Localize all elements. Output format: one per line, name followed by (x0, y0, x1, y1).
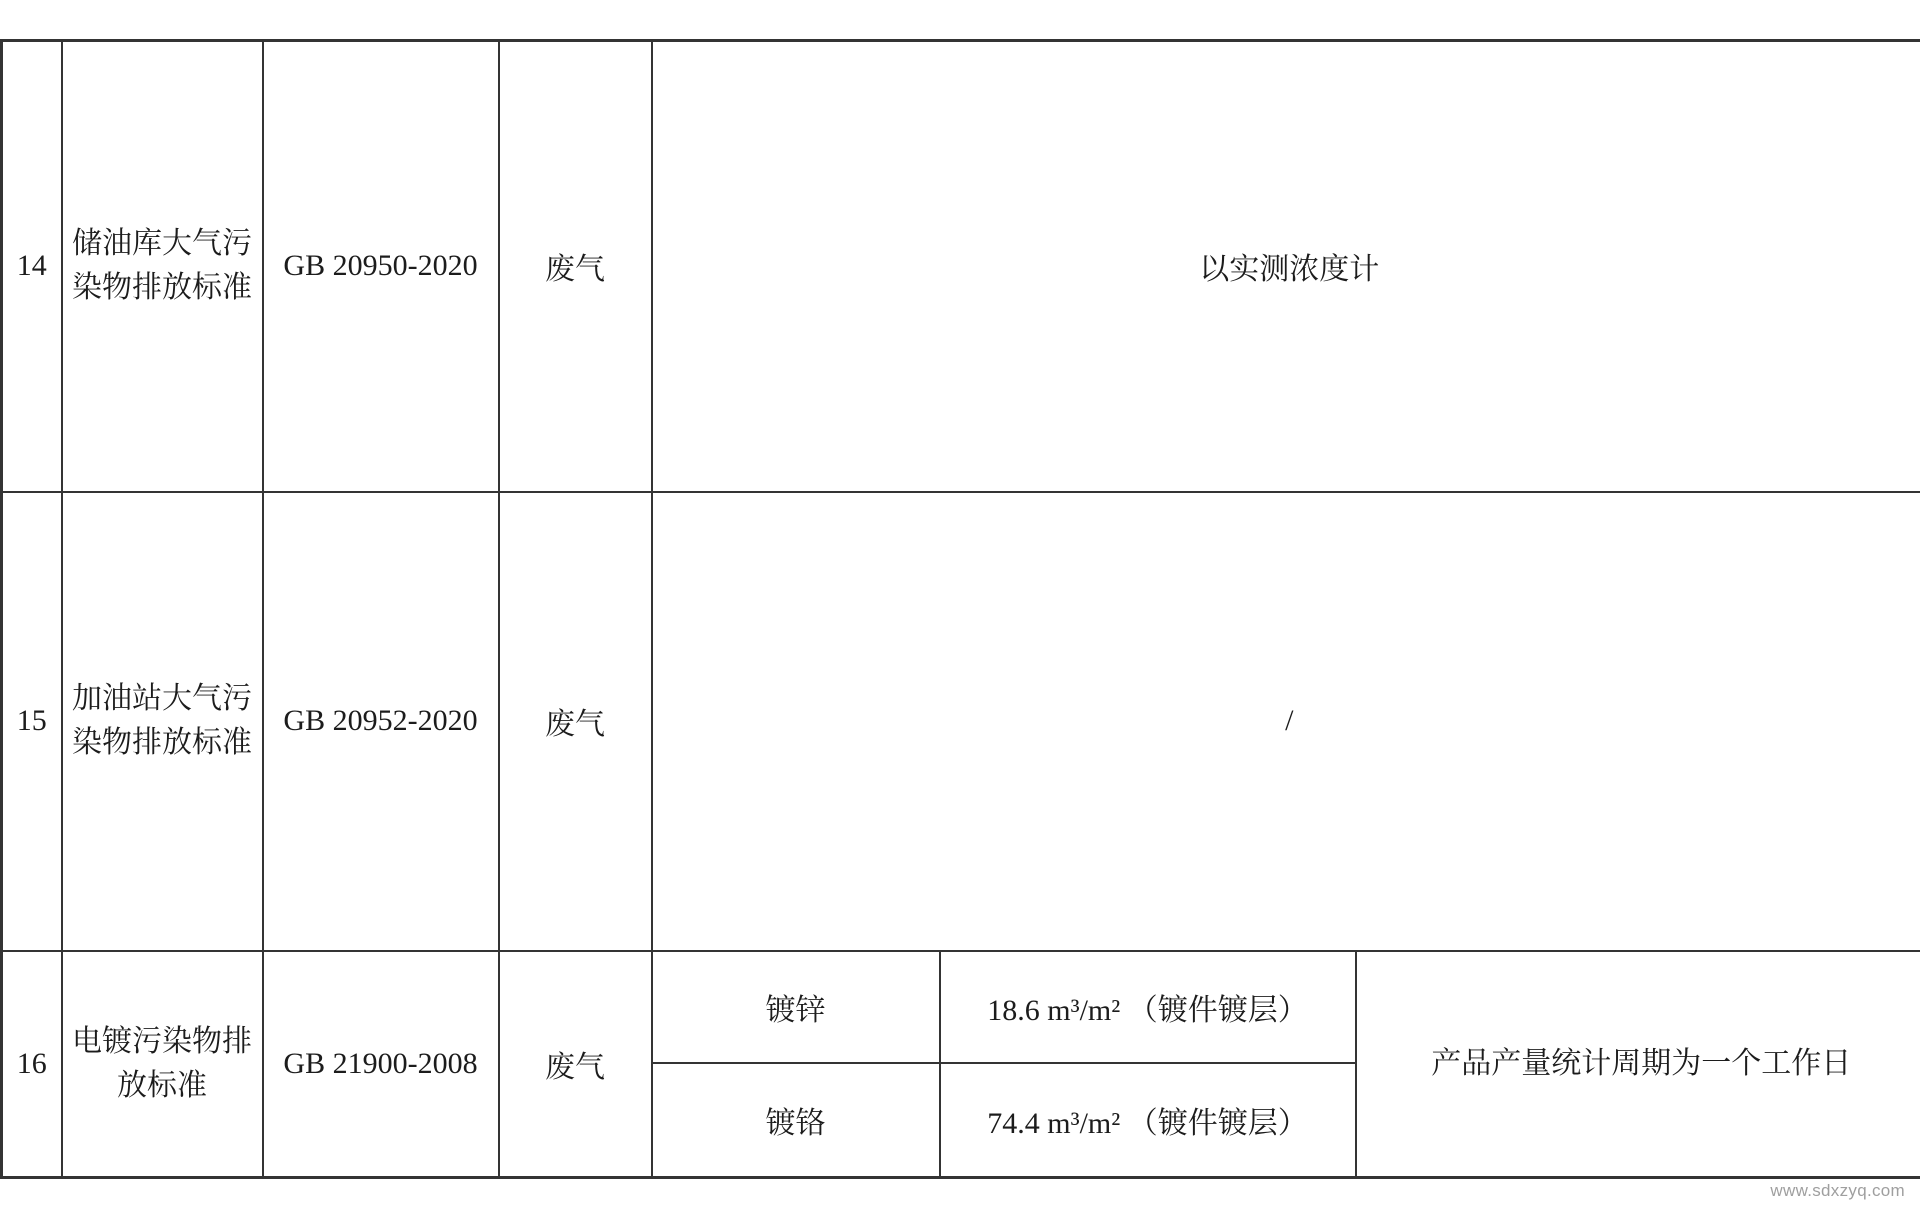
pollutant-type-cell: 废气 (499, 41, 652, 492)
table-row-14 (2, 41, 1920, 492)
standard-code-cell: GB 21900-2008 (263, 951, 499, 1178)
watermark: www.sdxzyq.com (1770, 1181, 1905, 1200)
value-cell: 74.4 m³/m² （镀件镀层） (940, 1063, 1356, 1178)
table-row-16 (2, 951, 1920, 1063)
row-number-cell: 16 (2, 951, 62, 1178)
row-number-cell: 15 (2, 492, 62, 951)
pollutant-type-cell: 废气 (499, 492, 652, 951)
standard-name-cell: 加油站大气污染物排放标准 (62, 492, 263, 951)
pollutant-type-cell: 废气 (499, 951, 652, 1178)
standard-code-cell: GB 20952-2020 (263, 492, 499, 951)
process-cell: 镀锌 (652, 951, 940, 1063)
table-row-15 (2, 492, 1920, 951)
value-cell: 18.6 m³/m² （镀件镀层） (940, 951, 1356, 1063)
standard-name-cell: 储油库大气污染物排放标准 (62, 41, 263, 492)
row-number-cell: 14 (2, 41, 62, 492)
remark-cell: 产品产量统计周期为一个工作日 (1356, 951, 1920, 1178)
emission-standards-table (0, 39, 1920, 1179)
standard-name-cell: 电镀污染物排放标准 (62, 951, 263, 1178)
content-cell: / (652, 492, 1920, 951)
content-cell: 以实测浓度计 (652, 41, 1920, 492)
standard-code-cell: GB 20950-2020 (263, 41, 499, 492)
process-cell: 镀铬 (652, 1063, 940, 1178)
